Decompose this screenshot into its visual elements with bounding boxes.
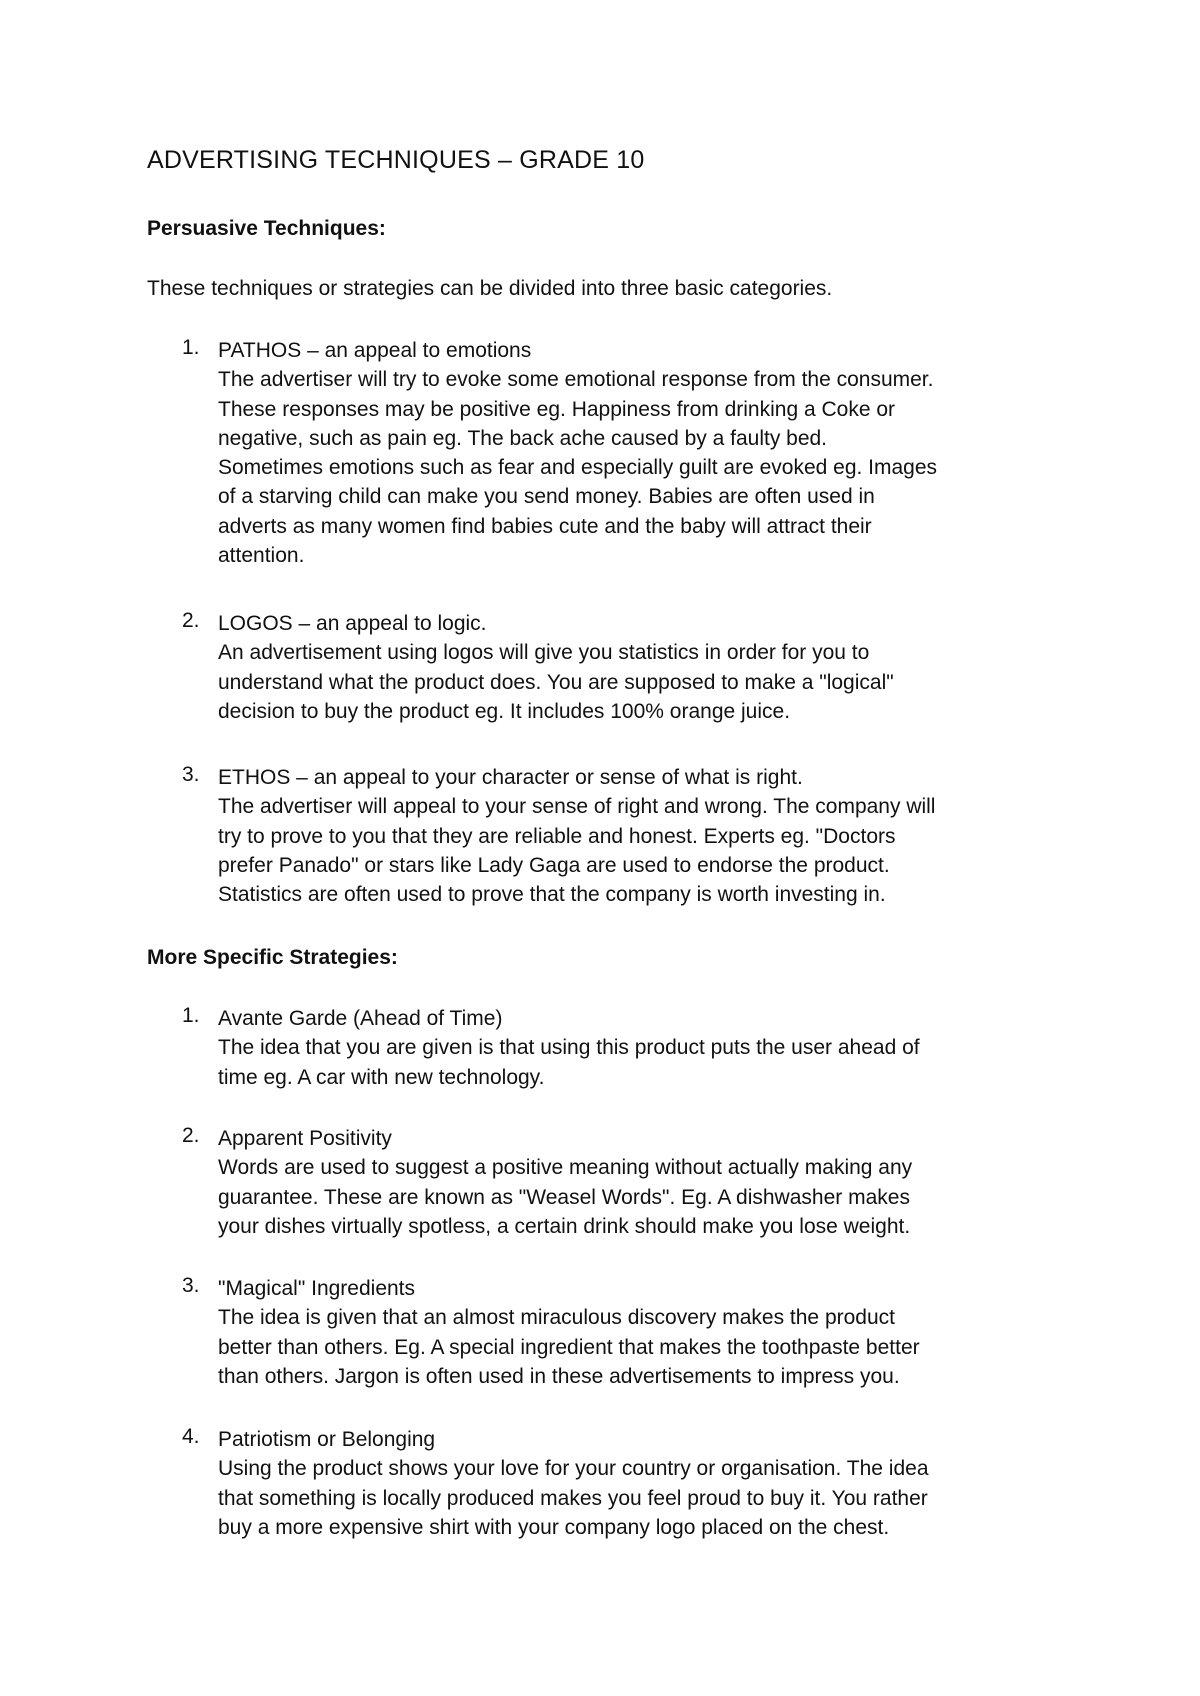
list-item-line: that something is locally produced makes you feel proud to buy it. You rather xyxy=(218,1486,928,1510)
list-item-text xyxy=(218,1124,1078,1241)
list-item-line: Apparent Positivity xyxy=(218,1127,392,1150)
section-heading-specific: More Specific Strategies: xyxy=(147,946,398,969)
list-item-line: Using the product shows your love for your country or organisation. The idea xyxy=(218,1457,929,1481)
list-item-line: These responses may be positive eg. Happiness from drinking a Coke or xyxy=(218,397,896,421)
list-item-line: The advertiser will try to evoke some emotional response from the consumer. xyxy=(218,368,934,392)
list-item-line: try to prove to you that they are reliable and honest. Experts eg. "Doctors xyxy=(218,824,896,848)
list-item-line: attention. xyxy=(218,544,305,568)
list-item-line: negative, such as pain eg. The back ache caused by a faulty bed. xyxy=(218,426,828,450)
list-item-number: 1. xyxy=(182,1004,200,1027)
list-item-number: 2. xyxy=(182,609,200,632)
list-item-line: prefer Panado" or stars like Lady Gaga are used to endorse the product. xyxy=(218,853,890,877)
list-item-line: The idea is given that an almost miraculous discovery makes the product xyxy=(218,1306,895,1330)
list-item-line: of a starving child can make you send money. Babies are often used in xyxy=(218,485,875,509)
list-item-number: 2. xyxy=(182,1124,200,1147)
list-item-line: Avante Garde (Ahead of Time) xyxy=(218,1007,503,1030)
list-item-text xyxy=(218,336,1078,570)
list-item-line: The idea that you are given is that using this product puts the user ahead of xyxy=(218,1036,920,1060)
list-item-text xyxy=(218,1004,1078,1092)
list-item-line: decision to buy the product eg. It includes 100% orange juice. xyxy=(218,699,791,723)
list-item-line: Patriotism or Belonging xyxy=(218,1428,436,1451)
list-item-line: The advertiser will appeal to your sense of right and wrong. The company will xyxy=(218,795,936,819)
list-item-line: ETHOS – an appeal to your character or sense of what is right. xyxy=(218,766,803,789)
intro-paragraph: These techniques or strategies can be divided into three basic categories. xyxy=(147,277,833,300)
list-item-number: 4. xyxy=(182,1425,200,1448)
list-item-line: adverts as many women find babies cute and the baby will attract their xyxy=(218,514,872,538)
list-item-text xyxy=(218,609,1078,726)
list-item-line: LOGOS – an appeal to logic. xyxy=(218,612,487,635)
list-item-line: than others. Jargon is often used in these advertisements to impress you. xyxy=(218,1364,900,1388)
list-item-line: better than others. Eg. A special ingredient that makes the toothpaste better xyxy=(218,1335,920,1359)
list-item-line: time eg. A car with new technology. xyxy=(218,1065,545,1089)
page-title: ADVERTISING TECHNIQUES – GRADE 10 xyxy=(147,146,645,174)
list-item-line: An advertisement using logos will give you statistics in order for you to xyxy=(218,641,870,665)
list-item-text xyxy=(218,1274,1078,1391)
list-item-line: understand what the product does. You are supposed to make a "logical" xyxy=(218,670,894,694)
section-heading-persuasive: Persuasive Techniques: xyxy=(147,217,386,240)
list-item-number: 3. xyxy=(182,763,200,786)
list-item-line: Statistics are often used to prove that the company is worth investing in. xyxy=(218,883,886,907)
list-item-line: Words are used to suggest a positive meaning without actually making any xyxy=(218,1156,913,1180)
list-item-text xyxy=(218,1425,1078,1542)
list-item-line: your dishes virtually spotless, a certain drink should make you lose weight. xyxy=(218,1214,911,1238)
list-item-line: Sometimes emotions such as fear and especially guilt are evoked eg. Images xyxy=(218,456,938,480)
list-item-line: "Magical" Ingredients xyxy=(218,1277,416,1300)
list-item-text xyxy=(218,763,1078,909)
list-item-line: buy a more expensive shirt with your company logo placed on the chest. xyxy=(218,1515,890,1539)
list-item-number: 3. xyxy=(182,1274,200,1297)
list-item-line: guarantee. These are known as "Weasel Words". Eg. A dishwasher makes xyxy=(218,1185,910,1209)
list-item-number: 1. xyxy=(182,336,200,359)
list-item-line: PATHOS – an appeal to emotions xyxy=(218,339,532,362)
